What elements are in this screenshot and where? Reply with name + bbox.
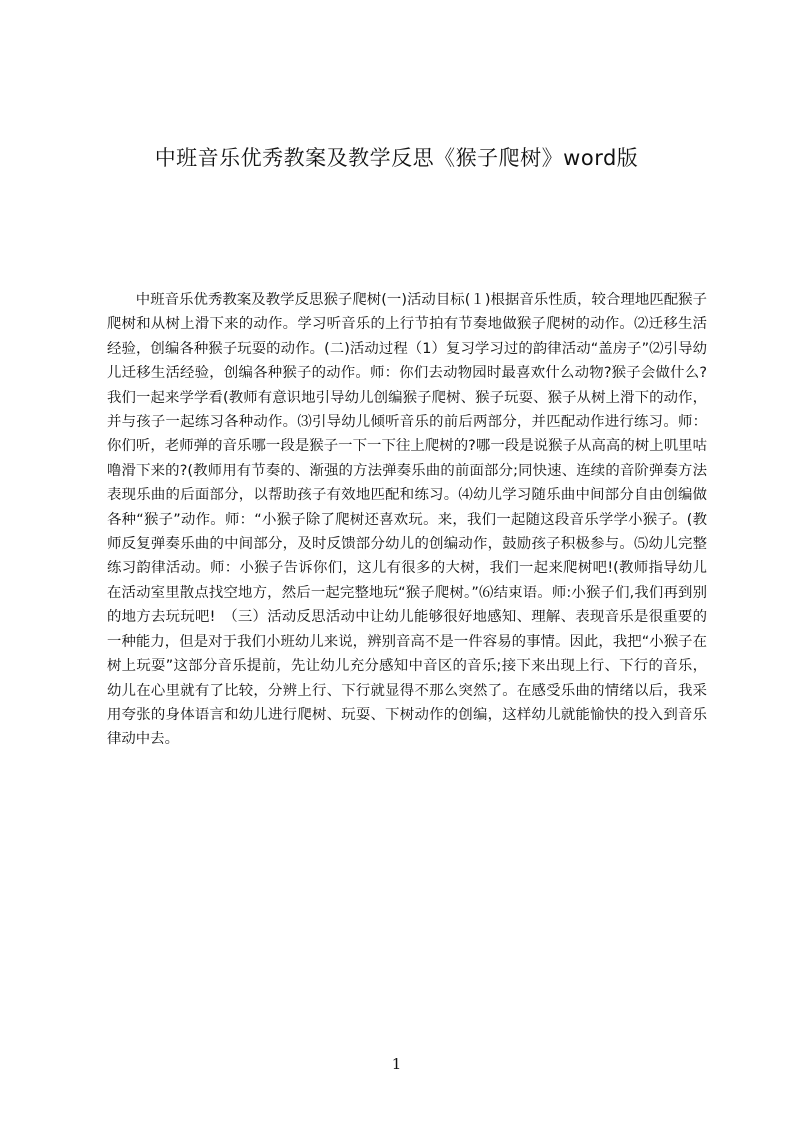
page-number: 1 [391, 1055, 402, 1073]
document-title: 中班音乐优秀教案及教学反思《猴子爬树》word版 [154, 146, 639, 170]
body-paragraph: 中班音乐优秀教案及教学反思猴子爬树(一)活动目标(１)根据音乐性质，较合理地匹配猴子爬树和从树上滑下来的动作。学习听音乐的上行节拍有节奏地做猴子爬树的动作。⑵迁移生活经验，创编各种猴子玩耍的动作。(二)活动过程（1）复习学习过的韵律活动“盖房子”⑵引导幼儿迁移生活经验，创编各种猴子的动作。师：你们去动物园时最喜欢什么动物?猴子会做什么?我们一起来学学看(教师有意识地引导幼儿创编猴子爬树、猴子玩耍、猴子从树上滑下的动作，并与孩子一起练习各种动作。⑶引导幼儿倾听音乐的前后两部分，并匹配动作进行练习。师：你们听，老师弹的音乐哪一段是猴子一下一下往上爬树的?哪一段是说猴子从高高的树上叽里咕噜滑下来的?(教师用有节奏的、渐强的方法弹奏乐曲的前面部分;同快速、连续的音阶弹奏方法表现乐曲的后面部分，以帮助孩子有效地匹配和练习。⑷幼儿学习随乐曲中间部分自由创编做各种“猴子”动作。师：“小猴子除了爬树还喜欢玩。来，我们一起随这段音乐学学小猴子。(教师反复弹奏乐曲的中间部分，及时反馈部分幼儿的创编动作，鼓励孩子积极参与。⑸幼儿完整练习韵律活动。师：小猴子告诉你们，这儿有很多的大树，我们一起来爬树吧!(教师指导幼儿在活动室里散点找空地方，然后一起完整地玩“猴子爬树。”⑹结束语。师:小猴子们,我们再到别的地方去玩玩吧! （三）活动反思活动中让幼儿能够很好地感知、理解、表现音乐是很重要的一种能力，但是对于我们小班幼儿来说，辨别音高不是一件容易的事情。因此，我把“小猴子在树上玩耍”这部分音乐提前，先让幼儿充分感知中音区的音乐;接下来出现上行、下行的音乐，幼儿在心里就有了比较，分辨上行、下行就显得不那么突然了。在感受乐曲的情绪以后，我采用夸张的身体语言和幼儿进行爬树、玩耍、下树动作的创编，这样幼儿就能愉快的投入到音乐律动中去。 [107, 292, 707, 748]
